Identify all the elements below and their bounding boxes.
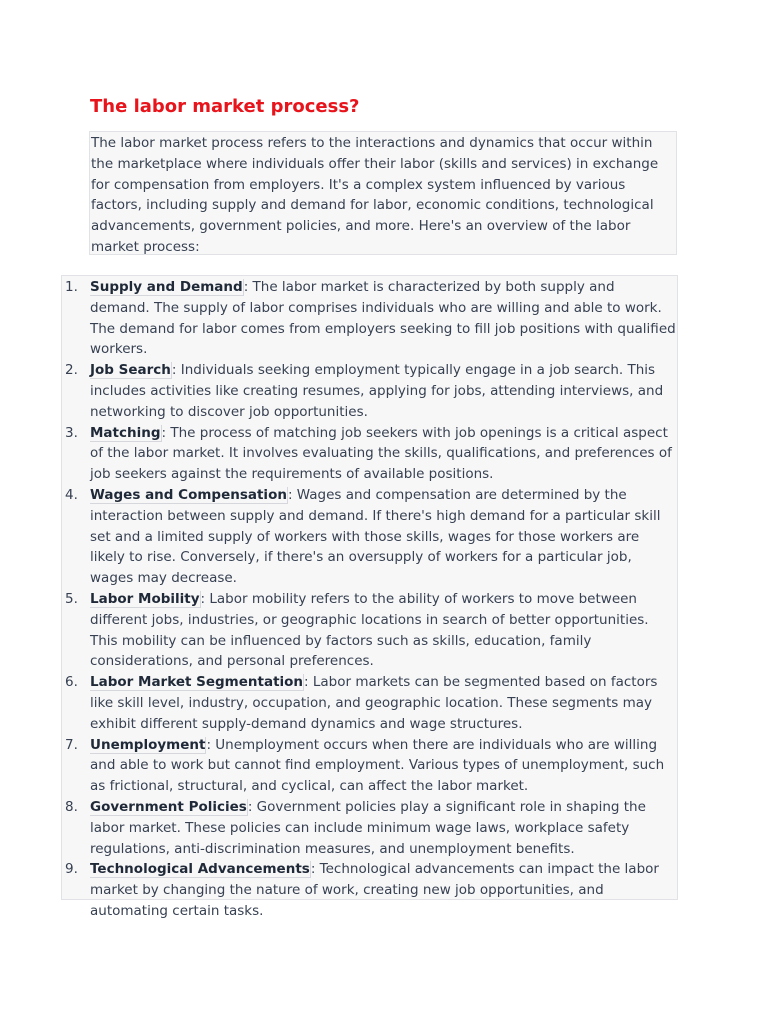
list-item-term: Labor Mobility	[90, 590, 200, 607]
list-item-text: : The labor market is characterized by both supply and demand. The supply of labor comprises individuals who are willing and able to work. The demand for labor comes from employers seeking to fill job positions with qualified workers.	[90, 279, 676, 358]
list-item-term: Government Policies	[90, 798, 247, 815]
list-number: 8.	[65, 798, 78, 815]
list-item	[65, 735, 677, 797]
list-number: 5.	[65, 590, 78, 607]
list-number: 9.	[65, 861, 78, 878]
list-item-text: : Government policies play a significant role in shaping the labor market. These policies can include minimum wage laws, workplace safety regulations, anti-discrimination measures, and unemployment benefits.	[90, 798, 646, 857]
list-item-text: : Wages and compensation are determined by the interaction between supply and demand. If there's high demand for a particular skill set and a limited supply of workers with those skills, wages for those workers are likely to rise. Conversely, if there's an oversupply of workers for a particular job, wages may decrease.	[90, 486, 661, 587]
list-item-text: : The process of matching job seekers with job openings is a critical aspect of the labor market. It involves evaluating the skills, qualifications, and preferences of job seekers against the requirements of available positions.	[90, 424, 672, 483]
list-item	[65, 485, 677, 589]
list-item	[65, 360, 677, 422]
list-item-term: Technological Advancements	[90, 861, 310, 878]
list-item	[65, 672, 677, 734]
factors-list-container	[61, 275, 678, 919]
intro-paragraph: The labor market process refers to the interactions and dynamics that occur within the marketplace where individuals offer their labor (skills and services) in exchange for compensation from employers. It's a complex system influenced by various factors, including supply and demand for labor, economic conditions, technological advancements, government policies, and more. Here's an overview of the labor market process:	[89, 131, 677, 255]
list-item-text: : Unemployment occurs when there are individuals who are willing and able to work but cannot find employment. Various types of unemployment, such as frictional, structural, and cyclical, can affect the labor market.	[90, 736, 665, 795]
list-item-text: : Labor markets can be segmented based on factors like skill level, industry, occupation, and geographic location. These segments may exhibit different supply-demand dynamics and wage structures.	[90, 674, 658, 732]
list-item	[65, 859, 677, 921]
list-item-text: : Labor mobility refers to the ability of workers to move between different jobs, industries, or geographic locations in search of better opportunities. This mobility can be influenced by factors such as skills, education, family considerations, and personal preferences.	[90, 590, 649, 670]
list-item-term: Unemployment	[90, 736, 206, 753]
list-number: 3.	[65, 424, 78, 441]
list-number: 6.	[65, 674, 78, 691]
list-item	[65, 797, 677, 859]
list-item	[65, 589, 677, 672]
list-number: 1.	[65, 279, 78, 295]
list-item-term: Supply and Demand	[90, 279, 243, 295]
factors-list	[62, 277, 677, 922]
list-item-term: Matching	[90, 424, 161, 441]
list-item-term: Labor Market Segmentation	[90, 674, 304, 691]
list-number: 4.	[65, 486, 78, 503]
list-item-term: Wages and Compensation	[90, 486, 287, 503]
page-title: The labor market process?	[90, 96, 360, 117]
list-item-text: : Individuals seeking employment typically engage in a job search. This includes activities like creating resumes, applying for jobs, attending interviews, and networking to discover job opportunities.	[90, 362, 664, 420]
list-item-term: Job Search	[90, 362, 171, 379]
list-item	[65, 423, 677, 485]
list-item	[65, 277, 677, 360]
list-number: 2.	[65, 362, 78, 379]
list-item-text: : Technological advancements can impact the labor market by changing the nature of work, creating new job opportunities, and automating certain tasks.	[90, 861, 659, 919]
list-number: 7.	[65, 736, 78, 753]
